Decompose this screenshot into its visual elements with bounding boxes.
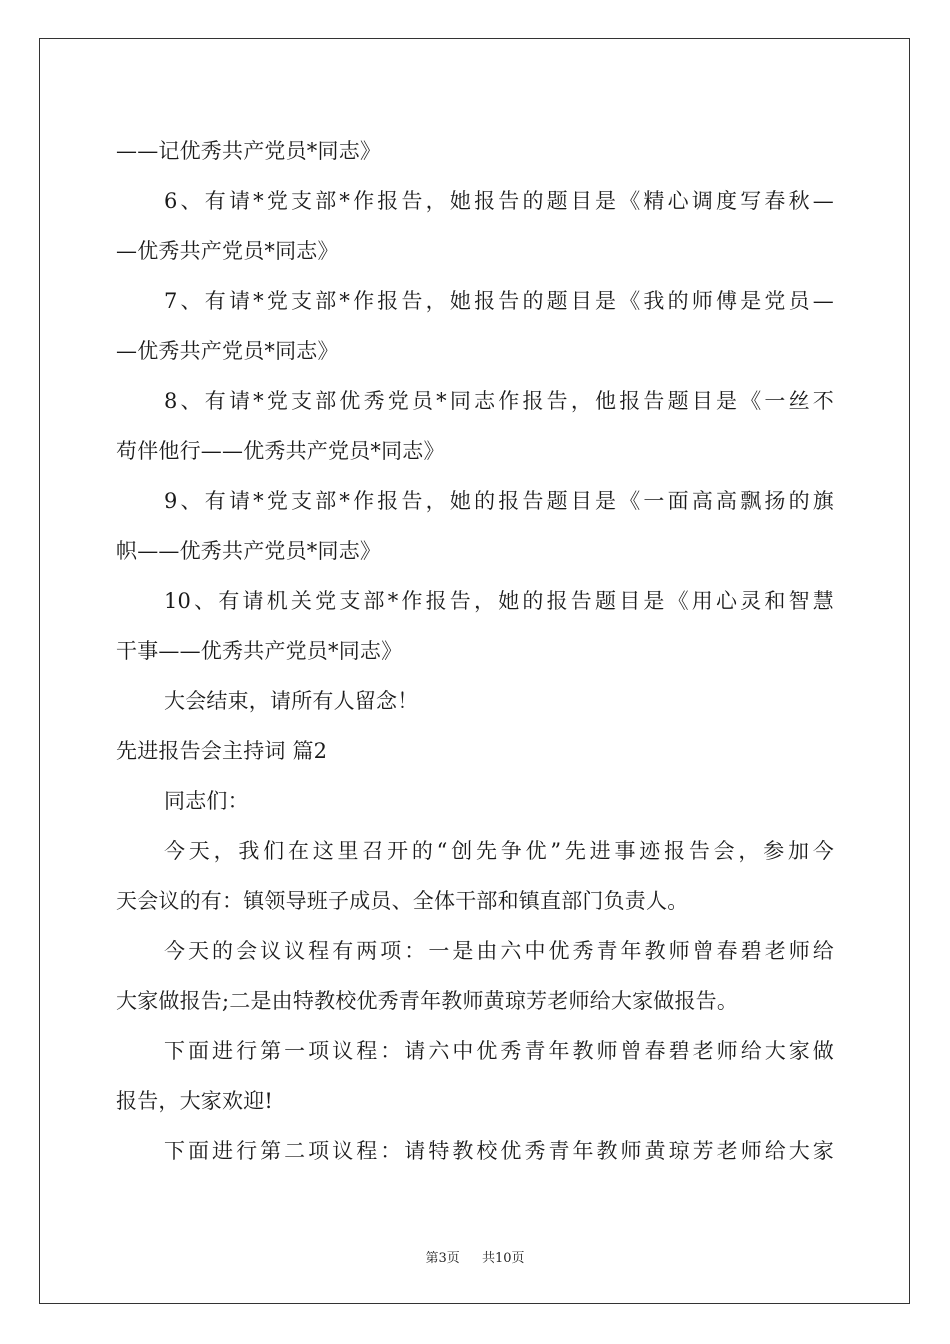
list-item-8: 8、有请*党支部优秀党员*同志作报告，他报告题目是《一丝不 <box>164 389 834 413</box>
page-total: 共10页 <box>482 1251 525 1266</box>
page-footer <box>0 1247 950 1266</box>
text-line-continuation: —优秀共产党员*同志》 <box>116 239 339 263</box>
paragraph-line: 大家做报告;二是由特教校优秀青年教师黄琼芳老师给大家做报告。 <box>116 989 739 1013</box>
closing-line: 大会结束，请所有人留念！ <box>164 689 419 713</box>
section-heading: 先进报告会主持词 篇2 <box>116 739 328 763</box>
paragraph-line: 下面进行第一项议程：请六中优秀青年教师曾春碧老师给大家做 <box>164 1039 834 1063</box>
text-line-continuation: 帜——优秀共产党员*同志》 <box>116 539 382 563</box>
text-line-continuation: ——记优秀共产党员*同志》 <box>116 139 382 163</box>
document-body <box>116 126 834 1176</box>
text-line-continuation: 苟伴他行——优秀共产党员*同志》 <box>116 439 445 463</box>
list-item-9: 9、有请*党支部*作报告，她的报告题目是《一面高高飘扬的旗 <box>164 489 834 513</box>
salutation: 同志们： <box>164 789 249 813</box>
page-number: 第3页 <box>425 1251 460 1266</box>
list-item-6: 6、有请*党支部*作报告，她报告的题目是《精心调度写春秋— <box>164 189 834 213</box>
paragraph-line: 今天，我们在这里召开的“创先争优”先进事迹报告会，参加今 <box>164 839 834 863</box>
paragraph-line: 报告，大家欢迎! <box>116 1089 274 1113</box>
text-line-continuation: 干事——优秀共产党员*同志》 <box>116 639 403 663</box>
list-item-10: 10、有请机关党支部*作报告，她的报告题目是《用心灵和智慧 <box>164 589 834 613</box>
paragraph-line: 今天的会议议程有两项：一是由六中优秀青年教师曾春碧老师给 <box>164 939 834 963</box>
text-line-continuation: —优秀共产党员*同志》 <box>116 339 339 363</box>
paragraph-line: 天会议的有：镇领导班子成员、全体干部和镇直部门负责人。 <box>116 889 689 913</box>
list-item-7: 7、有请*党支部*作报告，她报告的题目是《我的师傅是党员— <box>164 289 834 313</box>
paragraph-line: 下面进行第二项议程：请特教校优秀青年教师黄琼芳老师给大家 <box>164 1139 834 1163</box>
